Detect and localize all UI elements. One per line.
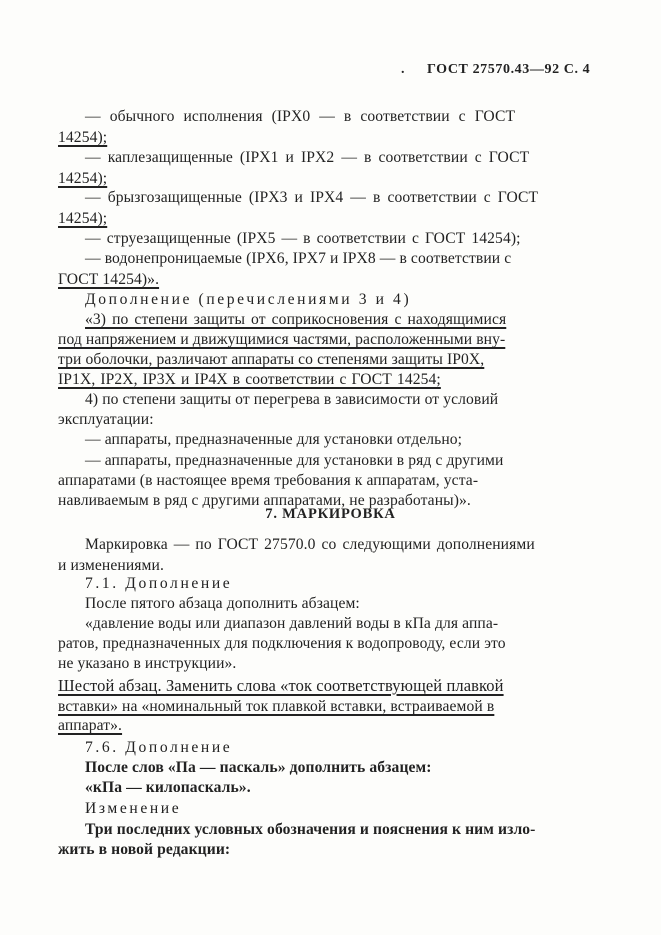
subheading-line: [85, 738, 232, 758]
text-line: «давление воды или диапазон давлений воды в кПа для аппа-: [85, 615, 499, 632]
text-line: не указано в инструкции».: [58, 655, 237, 672]
text-line: — каплезащищенные (IPX1 и IPX2 — в соответствии с ГОСТ: [85, 149, 530, 166]
text-line: 7.1. Дополнение: [85, 575, 233, 592]
subheading-line: [85, 290, 411, 310]
text-line: IP1X, IP2X, IP3X и IP4X в соответствии с ГОСТ 14254;: [58, 371, 441, 388]
text-line: — обычного исполнения (IPX0 — в соответствии с ГОСТ: [85, 108, 516, 125]
text-line: ратов, предназначенных для подключения к водопроводу, если это: [58, 635, 506, 652]
text-line: аппаратами (в настоящее время требования к аппаратам, уста-: [58, 472, 479, 489]
text-line: под напряжением и движущимися частями, расположенными вну-: [58, 331, 506, 348]
text-line: — струезащищенные (IPX5 — в соответствии с ГОСТ 14254);: [85, 230, 521, 247]
text-line: После пятого абзаца дополнить абзацем:: [85, 595, 360, 612]
text-line: После слов «Па — паскаль» дополнить абзацем:: [85, 759, 432, 776]
text-line: — аппараты, предназначенные для установки в ряд с другими: [85, 452, 504, 469]
text-line: жить в новой редакции:: [58, 841, 231, 858]
text-line: Маркировка — по ГОСТ 27570.0 со следующими дополнениями: [85, 536, 535, 553]
text-line: — брызгозащищенные (IPX3 и IPX4 — в соответствии с ГОСТ: [85, 189, 539, 206]
section-heading: 7. МАРКИРОВКА: [265, 506, 396, 522]
text-line: 14254);: [58, 210, 108, 227]
text-line: вставки» на «номинальный ток плавкой вставки, встраиваемой в: [58, 698, 495, 715]
text-line: 7.6. Дополнение: [85, 739, 233, 756]
text-line: 14254);: [58, 170, 108, 187]
text-line: навливаемым в ряд с другими аппаратами, не разработаны)».: [58, 492, 471, 509]
subheading-line: [85, 799, 181, 819]
text-line: — водонепроницаемые (IPX6, IPX7 и IPX8 — в соответствии с: [85, 250, 512, 267]
text-line: ГОСТ 14254)».: [58, 271, 160, 288]
text-line: Шестой абзац. Заменить слова «ток соответствующей плавкой: [58, 676, 504, 695]
text-line: три оболочки, различают аппараты со степенями защиты IP0X,: [58, 351, 485, 368]
header-mark: .: [401, 62, 405, 77]
text-line: «кПа — килопаскаль».: [85, 779, 251, 796]
text-line: 14254);: [58, 129, 108, 146]
text-line: и изменениями.: [58, 557, 164, 574]
text-line: аппарат».: [58, 717, 123, 734]
text-line: «3) по степени защиты от соприкосновения с находящимися: [85, 311, 507, 328]
text-line: 4) по степени защиты от перегрева в зависимости от условий: [85, 391, 499, 408]
text-line: Изменение: [85, 800, 182, 817]
subheading-line: [85, 574, 232, 594]
text-line: эксплуатации:: [58, 411, 154, 428]
text-line: Дополнение (перечислениями 3 и 4): [85, 291, 412, 308]
page-header: ГОСТ 27570.43—92 С. 4: [427, 62, 591, 77]
text-line: — аппараты, предназначенные для установки отдельно;: [85, 431, 463, 448]
text-line: Три последних условных обозначения и пояснения к ним изло-: [85, 821, 536, 838]
